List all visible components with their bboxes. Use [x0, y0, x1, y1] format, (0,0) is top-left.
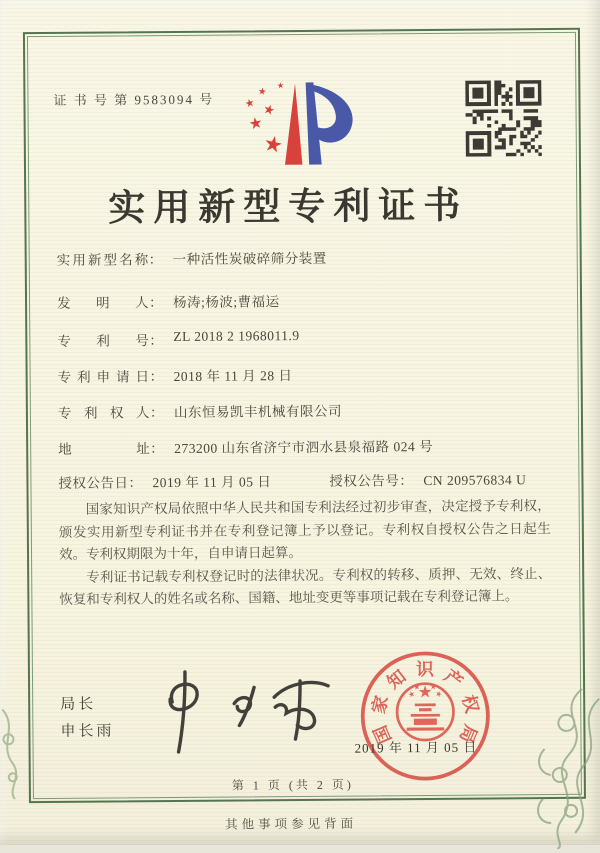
field-label: 专利申请日	[57, 369, 150, 385]
cnipa-logo-icon	[227, 75, 373, 176]
legal-text	[59, 495, 552, 611]
field-value: 2018 年 11 月 28 日	[173, 368, 293, 384]
field-address	[58, 435, 433, 458]
svg-text:家: 家	[368, 693, 392, 716]
field-label: 实用新型名称	[56, 252, 149, 268]
colon: ：	[148, 295, 164, 311]
svg-text:局: 局	[455, 721, 482, 746]
commissioner-title: 局长	[60, 696, 97, 713]
colon: ：	[149, 333, 164, 349]
certificate-number: 证 书 号 第 9583094 号	[53, 91, 215, 108]
logo-blue-p	[306, 82, 353, 165]
field-patentee	[58, 400, 342, 422]
svg-text:知: 知	[383, 665, 410, 693]
other-items-note: 其他事项参见背面	[225, 816, 358, 832]
field-label: 专利权人	[57, 405, 150, 421]
colon: ：	[399, 473, 414, 489]
commissioner-block	[60, 691, 114, 745]
colon: ：	[150, 441, 165, 457]
colon: ：	[149, 369, 164, 385]
field-label: 地址	[58, 441, 151, 457]
colon: ：	[128, 475, 143, 491]
colon: ：	[148, 252, 163, 268]
field-filing-date	[58, 364, 293, 386]
field-label: 专利号	[57, 333, 150, 349]
field-label: 授权公告号	[329, 473, 400, 489]
svg-text:识: 识	[415, 659, 434, 680]
field-value: 2019 年 11 月 05 日	[152, 474, 272, 491]
legal-paragraph-1: 国家知识产权局依照中华人民共和国专利法经过初步审查，决定授予专利权，颁发实用新型专利证书并在专利登记簿上予以登记。专利权自授权公告之日起生效。专利权期限为十年，自申请日起算。	[58, 498, 551, 562]
logo-red-wedge	[284, 83, 302, 164]
field-value: 山东恒易凯丰机械有限公司	[173, 403, 342, 420]
svg-text:国: 国	[369, 722, 396, 747]
field-value: 杨涛;杨波;曹福运	[172, 294, 280, 310]
page-number: 第 1 页 (共 2 页)	[231, 777, 354, 793]
svg-text:权: 权	[458, 692, 483, 716]
field-value: ZL 2018 2 1968011.9	[173, 328, 300, 344]
svg-text:产: 产	[440, 665, 467, 693]
seal-date: 2019 年 11 月 05 日	[354, 739, 478, 756]
certificate-title: 实用新型专利证书	[108, 185, 469, 230]
field-label: 发明人	[56, 295, 150, 311]
field-value: 一种活性炭破碎筛分装置	[172, 250, 327, 267]
field-grant-date	[58, 470, 271, 492]
seal-national-emblem	[397, 683, 454, 740]
signature-script	[142, 665, 343, 762]
field-patent-number	[57, 328, 299, 350]
field-utility-model-name	[57, 247, 327, 269]
official-seal	[352, 642, 499, 789]
field-grant-row	[58, 468, 526, 492]
field-value: 273200 山东省济宁市泗水县泉福路 024 号	[174, 438, 434, 456]
qr-code	[465, 80, 542, 157]
guilloche-ornament-left-icon	[0, 709, 39, 799]
colon: ：	[149, 405, 164, 421]
field-value: CN 209576834 U	[423, 472, 527, 489]
legal-paragraph-2: 专利证书记载专利权登记时的法律状况。专利权的转移、质押、无效、终止、恢复和专利权人的姓名或名称、国籍、地址变更等事项记载在专利登记簿上。	[59, 565, 552, 607]
seal-arc-text	[367, 659, 484, 747]
field-label: 授权公告日	[58, 475, 129, 491]
field-inventors	[57, 290, 280, 312]
field-grant-number	[329, 468, 526, 490]
guilloche-ornament-icon	[504, 689, 600, 850]
commissioner-name: 申长雨	[60, 723, 115, 740]
